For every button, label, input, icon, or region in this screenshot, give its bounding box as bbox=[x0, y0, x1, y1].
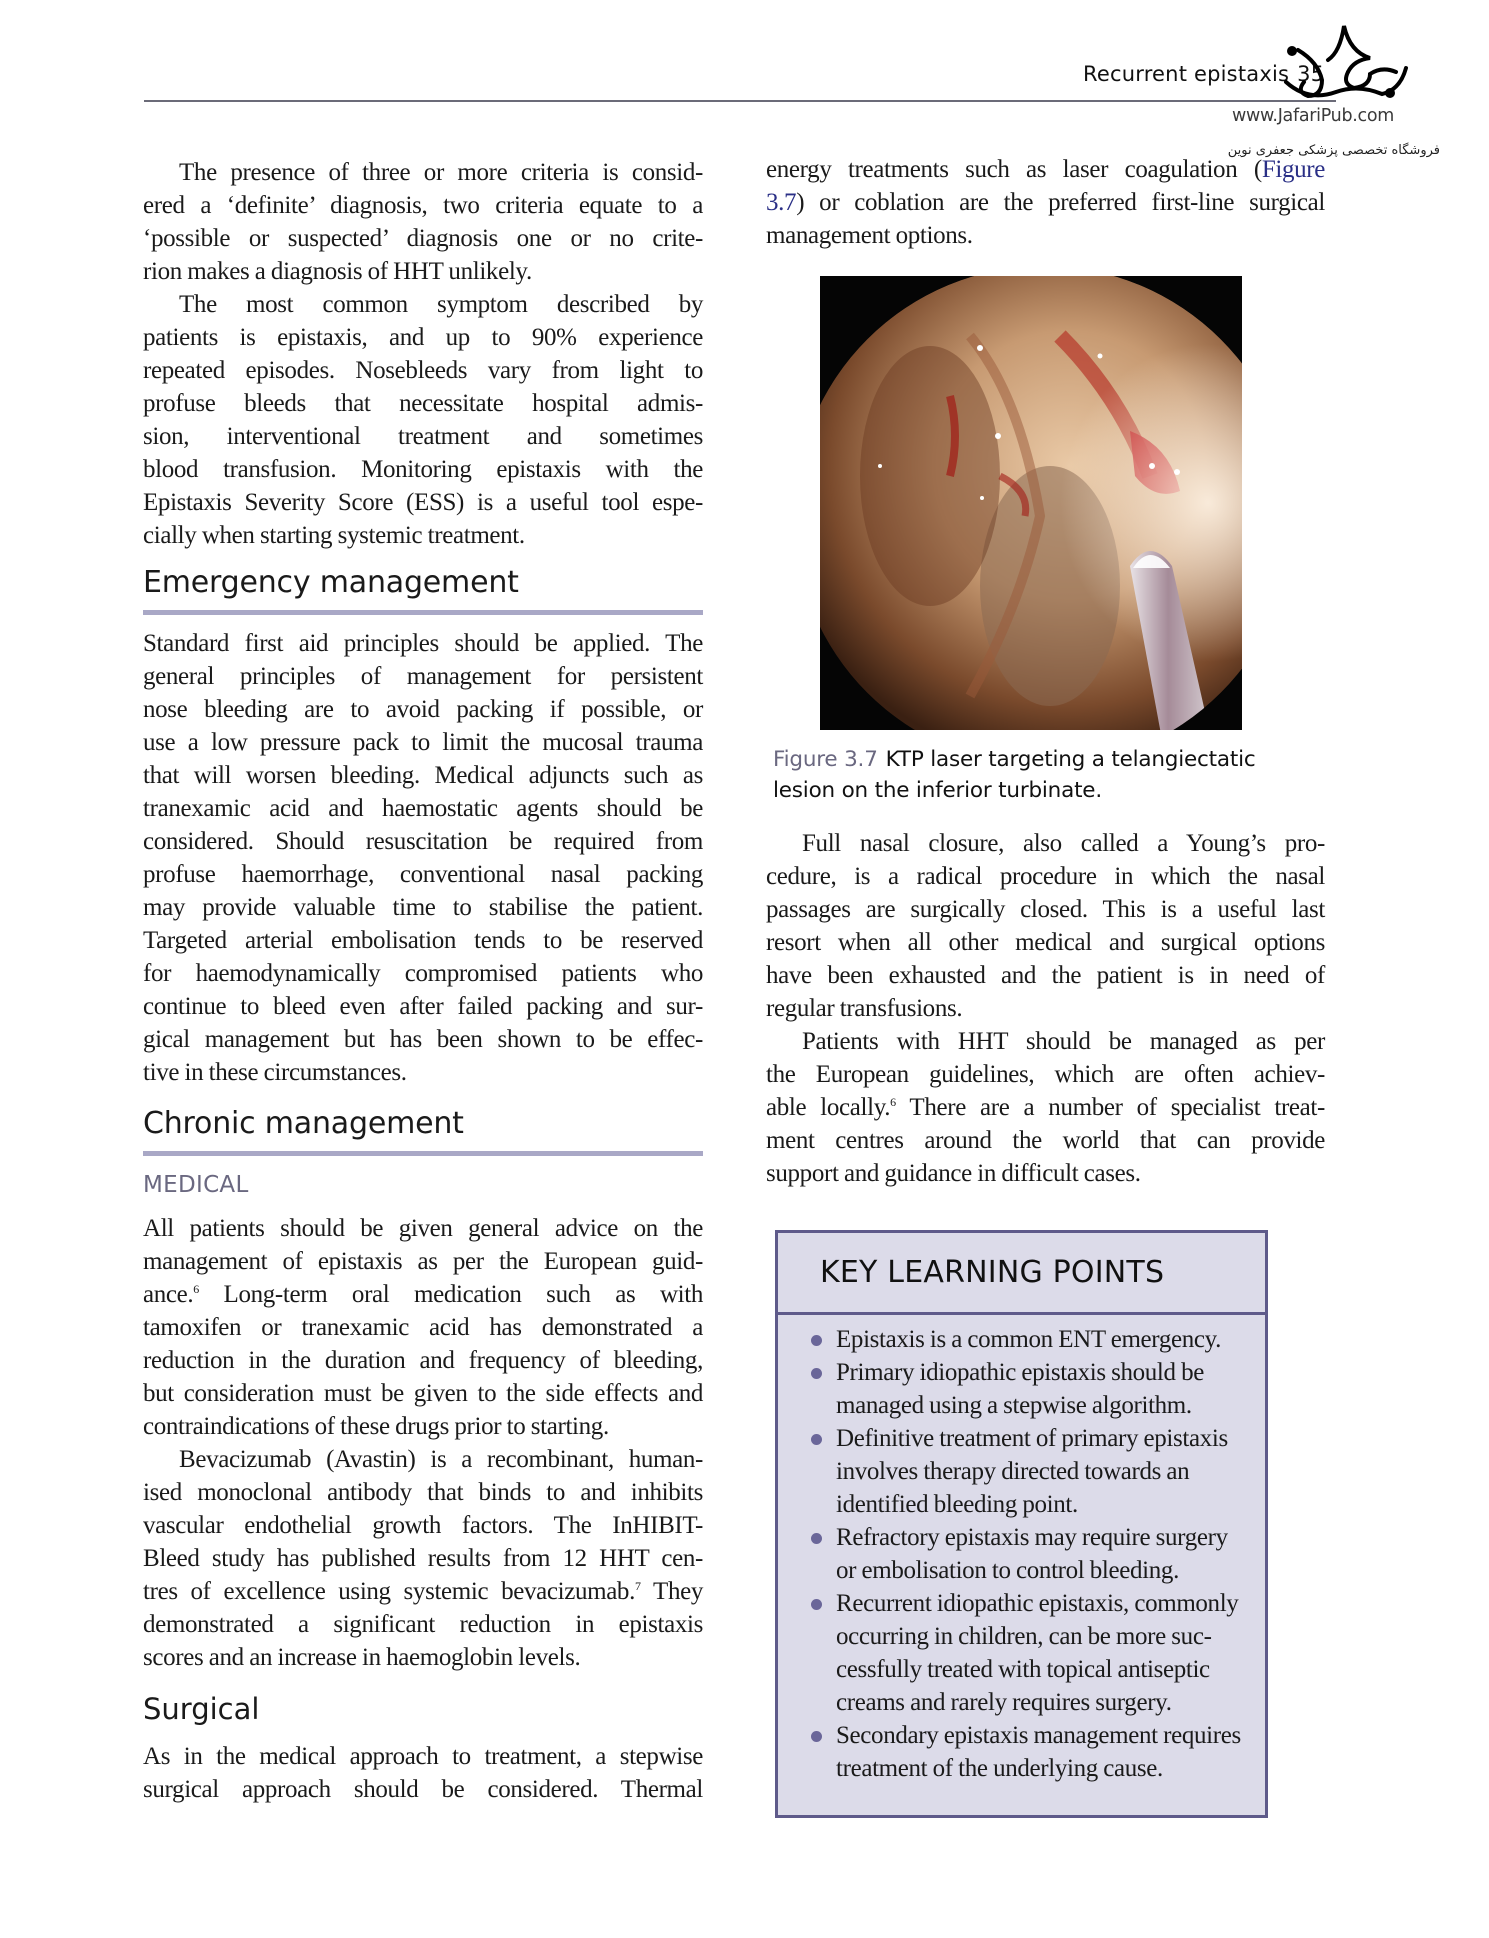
figure-reference-link[interactable]: Figure bbox=[1261, 156, 1325, 183]
paragraph-line bbox=[143, 1575, 703, 1608]
bullet-icon bbox=[811, 1533, 822, 1544]
heading-rule bbox=[143, 1151, 703, 1156]
figure-label: Figure 3.7 bbox=[773, 747, 878, 772]
paragraph-line: tive in these circumstances. bbox=[143, 1059, 407, 1086]
paragraph-line: cially when starting systemic treatment. bbox=[143, 522, 525, 549]
bullet-icon bbox=[811, 1599, 822, 1610]
list-item-line: creams and rarely requires surgery. bbox=[836, 1689, 1172, 1716]
paragraph-line: The most common symptom described by bbox=[179, 291, 703, 318]
paragraph-line: ised monoclonal antibody that binds to and inhibits bbox=[143, 1479, 703, 1506]
caption-text: KTP laser targeting a telangiectatic bbox=[885, 747, 1256, 772]
list-item-line: Definitive treatment of primary epistaxis bbox=[836, 1425, 1228, 1452]
paragraph-line: have been exhausted and the patient is in need of bbox=[766, 962, 1325, 989]
paragraph-line: repeated episodes. Nosebleeds vary from light to bbox=[143, 357, 703, 384]
paragraph-line: profuse haemorrhage, conventional nasal packing bbox=[143, 861, 703, 888]
reference-6[interactable]: 6 bbox=[890, 1095, 896, 1109]
list-item-line: managed using a stepwise algorithm. bbox=[836, 1392, 1192, 1419]
reference-6[interactable]: 6 bbox=[193, 1282, 199, 1296]
paragraph-line: Full nasal closure, also called a Young’s pro- bbox=[802, 830, 1325, 857]
paragraph-line: regular transfusions. bbox=[766, 995, 963, 1022]
bullet-icon bbox=[811, 1368, 822, 1379]
paragraph-line: All patients should be given general advice on the bbox=[143, 1215, 703, 1242]
text-fragment: able locally. bbox=[766, 1094, 891, 1121]
paragraph-line: Targeted arterial embolisation tends to be reserved bbox=[143, 927, 703, 954]
calligraphy-logo-icon bbox=[1278, 22, 1413, 104]
paragraph-line: use a low pressure pack to limit the mucosal trauma bbox=[143, 729, 703, 756]
list-item-line: cessfully treated with topical antiseptic bbox=[836, 1656, 1210, 1683]
paragraph-line: ‘possible or suspected’ diagnosis one or no crite- bbox=[143, 225, 703, 252]
paragraph-line: passages are surgically closed. This is a useful last bbox=[766, 896, 1325, 923]
text-fragment: ) or coblation are the preferred first-line surgical bbox=[796, 189, 1325, 216]
paragraph-line: gical management but has been shown to be effec- bbox=[143, 1026, 703, 1053]
paragraph-line: blood transfusion. Monitoring epistaxis with the bbox=[143, 456, 703, 483]
paragraph-line: Standard first aid principles should be applied. The bbox=[143, 630, 703, 657]
text-fragment: tres of excellence using systemic bevacizumab. bbox=[143, 1578, 635, 1605]
paragraph-line: demonstrated a significant reduction in epistaxis bbox=[143, 1611, 703, 1638]
section-heading-chronic: Chronic management bbox=[143, 1106, 464, 1141]
paragraph-line: cedure, is a radical procedure in which the nasal bbox=[766, 863, 1325, 890]
paragraph-line: the European guidelines, which are often achiev- bbox=[766, 1061, 1325, 1088]
paragraph-line: Epistaxis Severity Score (ESS) is a useful tool espe- bbox=[143, 489, 703, 516]
figure-reference-link[interactable]: 3.7 bbox=[766, 189, 797, 216]
list-item-line: or embolisation to control bleeding. bbox=[836, 1557, 1179, 1584]
paragraph-line bbox=[766, 186, 1325, 219]
heading-rule bbox=[143, 610, 703, 615]
list-item-line: treatment of the underlying cause. bbox=[836, 1755, 1163, 1782]
paragraph-line: ment centres around the world that can provide bbox=[766, 1127, 1325, 1154]
paragraph-line: As in the medical approach to treatment, a stepwise bbox=[143, 1743, 703, 1770]
paragraph-line: support and guidance in difficult cases. bbox=[766, 1160, 1141, 1187]
paragraph-line: patients is epistaxis, and up to 90% experience bbox=[143, 324, 703, 351]
paragraph-line bbox=[766, 1091, 1325, 1124]
paragraph-line: continue to bleed even after failed packing and sur- bbox=[143, 993, 703, 1020]
header-rule bbox=[144, 100, 1336, 102]
list-item-line: involves therapy directed towards an bbox=[836, 1458, 1190, 1485]
paragraph-line: considered. Should resuscitation be required from bbox=[143, 828, 703, 855]
paragraph-line: general principles of management for persistent bbox=[143, 663, 703, 690]
paragraph-line: vascular endothelial growth factors. The InHIBIT- bbox=[143, 1512, 703, 1539]
list-item-line: occurring in children, can be more suc- bbox=[836, 1623, 1212, 1650]
paragraph-line: that will worsen bleeding. Medical adjuncts such as bbox=[143, 762, 703, 789]
endoscopy-photo bbox=[820, 276, 1242, 730]
paragraph-line bbox=[766, 153, 1325, 186]
paragraph-line: ered a ‘definite’ diagnosis, two criteria equate to a bbox=[143, 192, 703, 219]
text-fragment: Long-term oral medication such as with bbox=[198, 1281, 703, 1308]
paragraph-line: surgical approach should be considered. Thermal bbox=[143, 1776, 703, 1803]
bullet-icon bbox=[811, 1434, 822, 1445]
list-item-line: Recurrent idiopathic epistaxis, commonly bbox=[836, 1590, 1239, 1617]
text-fragment: There are a number of specialist treat- bbox=[895, 1094, 1325, 1121]
paragraph-line: but consideration must be given to the side effects and bbox=[143, 1380, 703, 1407]
section-heading-emergency: Emergency management bbox=[143, 565, 519, 600]
paragraph-line: profuse bleeds that necessitate hospital admis- bbox=[143, 390, 703, 417]
list-item-line: Primary idiopathic epistaxis should be bbox=[836, 1359, 1204, 1386]
key-learning-points-title: KEY LEARNING POINTS bbox=[820, 1255, 1165, 1290]
paragraph-line: sion, interventional treatment and sometimes bbox=[143, 423, 703, 450]
text-fragment: energy treatments such as laser coagulation ( bbox=[766, 156, 1262, 183]
paragraph-line: management of epistaxis as per the European guid- bbox=[143, 1248, 703, 1275]
caption-text: lesion on the inferior turbinate. bbox=[773, 778, 1102, 803]
list-item-line: Epistaxis is a common ENT emergency. bbox=[836, 1326, 1222, 1353]
list-item-line: Refractory epistaxis may require surgery bbox=[836, 1524, 1228, 1551]
figure-image bbox=[820, 276, 1242, 730]
bullet-icon bbox=[811, 1335, 822, 1346]
paragraph-line bbox=[143, 1278, 703, 1311]
paragraph-line: Bleed study has published results from 12 HHT cen- bbox=[143, 1545, 703, 1572]
key-learning-points-header bbox=[778, 1233, 1265, 1315]
page-number: 35 bbox=[1297, 62, 1325, 86]
bullet-icon bbox=[811, 1731, 822, 1742]
list-item-line: identified bleeding point. bbox=[836, 1491, 1078, 1518]
paragraph-line: tamoxifen or tranexamic acid has demonstrated a bbox=[143, 1314, 703, 1341]
paragraph-line: reduction in the duration and frequency of bleeding, bbox=[143, 1347, 703, 1374]
text-fragment: ance. bbox=[143, 1281, 194, 1308]
paragraph-line: may provide valuable time to stabilise the patient. bbox=[143, 894, 703, 921]
paragraph-line: Bevacizumab (Avastin) is a recombinant, human- bbox=[179, 1446, 703, 1473]
subheading-medical: MEDICAL bbox=[143, 1172, 249, 1198]
figure-caption bbox=[773, 744, 1333, 806]
paragraph-line: contraindications of these drugs prior to starting. bbox=[143, 1413, 609, 1440]
list-item-line: Secondary epistaxis management requires bbox=[836, 1722, 1241, 1749]
text-fragment: They bbox=[640, 1578, 704, 1605]
subheading-surgical: Surgical bbox=[143, 1692, 260, 1726]
paragraph-line: rion makes a diagnosis of HHT unlikely. bbox=[143, 258, 532, 285]
paragraph-line: Patients with HHT should be managed as per bbox=[802, 1028, 1325, 1055]
paragraph-line: scores and an increase in haemoglobin levels. bbox=[143, 1644, 581, 1671]
paragraph-line: nose bleeding are to avoid packing if possible, or bbox=[143, 696, 703, 723]
paragraph-line: management options. bbox=[766, 222, 973, 249]
watermark-tagline: فروشگاه تخصصی پزشکی جعفری نوین bbox=[1227, 143, 1440, 158]
key-learning-points-box bbox=[775, 1230, 1268, 1818]
paragraph-line: resort when all other medical and surgical options bbox=[766, 929, 1325, 956]
running-title: Recurrent epistaxis bbox=[1083, 62, 1290, 86]
paragraph-line: for haemodynamically compromised patients who bbox=[143, 960, 703, 987]
paragraph-line: tranexamic acid and haemostatic agents should be bbox=[143, 795, 703, 822]
watermark-url: www.JafariPub.com bbox=[1232, 106, 1395, 126]
paragraph-line: The presence of three or more criteria is consid- bbox=[179, 159, 703, 186]
reference-7[interactable]: 7 bbox=[635, 1579, 641, 1593]
